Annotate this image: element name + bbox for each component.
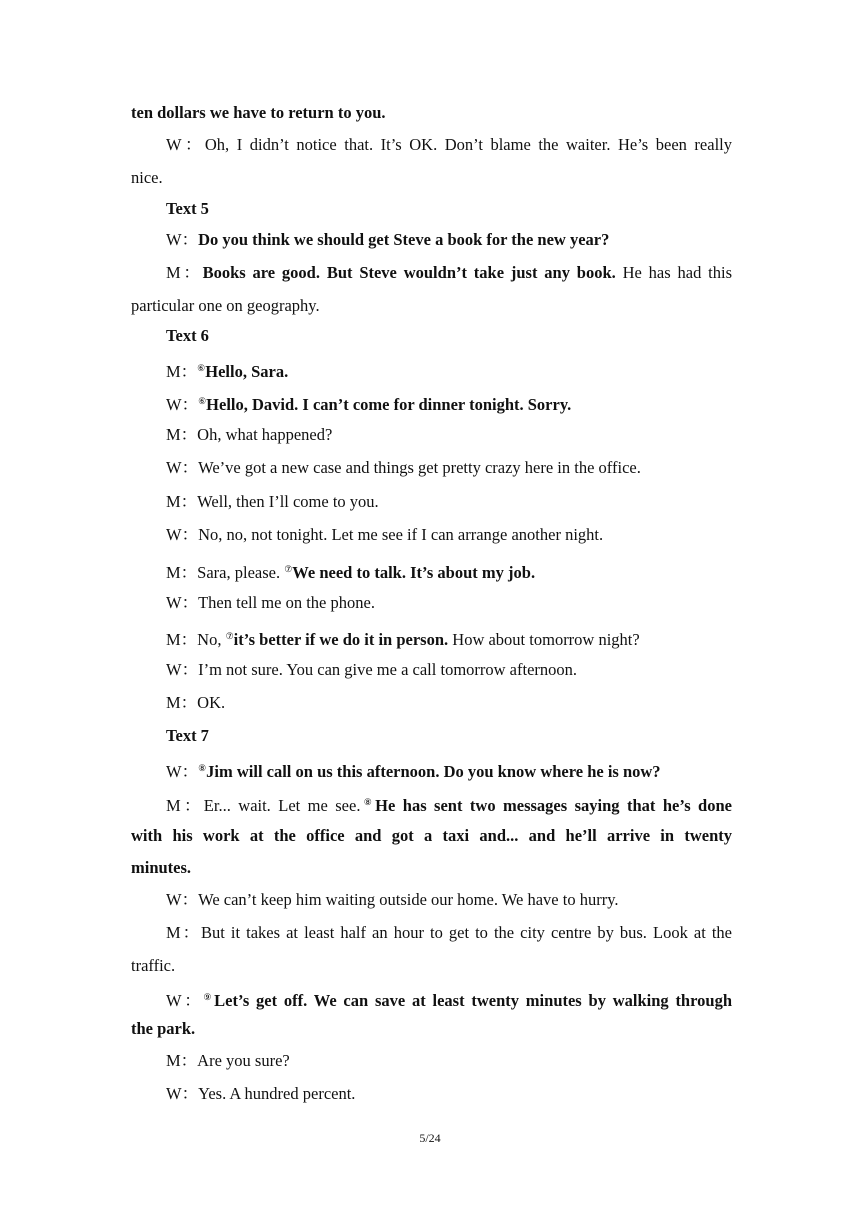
question-marker: ⑦ xyxy=(225,631,234,641)
text-line: minutes. xyxy=(131,858,192,877)
dialogue-line: M：Er... wait. Let me see.⑧He has sent two messages saying that he’s done xyxy=(166,796,732,815)
dialogue-line: M：No, ⑦it’s better if we do it in person. How about tomorrow night? xyxy=(166,630,640,649)
speaker-label: W： xyxy=(166,230,199,249)
speaker-label: M： xyxy=(166,362,198,381)
question-marker: ⑦ xyxy=(284,564,293,574)
dialogue-line: M：⑥Hello, Sara. xyxy=(166,362,289,381)
text-line: ten dollars we have to return to you. xyxy=(131,103,386,122)
dialogue-line: W：⑥Hello, David. I can’t come for dinner tonight. Sorry. xyxy=(166,395,572,414)
speaker-label: M： xyxy=(166,263,203,282)
speaker-label: W： xyxy=(166,762,199,781)
speaker-label: M： xyxy=(166,923,202,942)
section-heading: Text 7 xyxy=(166,726,209,745)
dialogue-line: M：Oh, what happened? xyxy=(166,425,333,444)
speaker-label: M： xyxy=(166,492,198,511)
dialogue-line: M：Are you sure? xyxy=(166,1051,290,1070)
dialogue-line: W：No, no, not tonight. Let me see if I can arrange another night. xyxy=(166,525,604,544)
speaker-label: M： xyxy=(166,630,198,649)
dialogue-line: W：Yes. A hundred percent. xyxy=(166,1084,356,1103)
speaker-label: M： xyxy=(166,1051,198,1070)
speaker-label: W： xyxy=(166,525,199,544)
dialogue-line: W：⑧Jim will call on us this afternoon. Do you know where he is now? xyxy=(166,762,661,781)
page-number: 5/24 xyxy=(419,1131,441,1145)
dialogue-line: W：Do you think we should get Steve a book for the new year? xyxy=(166,230,610,249)
dialogue-line: M：Sara, please. ⑦We need to talk. It’s about my job. xyxy=(166,563,536,582)
section-heading: Text 6 xyxy=(166,326,209,345)
speaker-label: M： xyxy=(166,563,198,582)
dialogue-line: M：OK. xyxy=(166,693,226,712)
speaker-label: W： xyxy=(166,395,199,414)
speaker-label: W： xyxy=(166,1084,199,1103)
dialogue-line: M：Well, then I’ll come to you. xyxy=(166,492,379,511)
question-marker: ⑨ xyxy=(203,992,215,1002)
dialogue-line: W：We’ve got a new case and things get pretty crazy here in the office. xyxy=(166,458,641,477)
dialogue-line: M：Books are good. But Steve wouldn’t take just any book. He has had this xyxy=(166,263,732,282)
question-marker: ⑥ xyxy=(197,363,206,373)
text-line: traffic. xyxy=(131,956,176,975)
speaker-label: W： xyxy=(166,135,205,154)
speaker-label: W： xyxy=(166,890,199,909)
speaker-label: W： xyxy=(166,660,199,679)
question-marker: ⑧ xyxy=(198,763,207,773)
text-line: the park. xyxy=(131,1019,196,1038)
dialogue-line: W：Oh, I didn’t notice that. It’s OK. Don’t blame the waiter. He’s been really xyxy=(166,135,732,154)
speaker-label: M： xyxy=(166,796,204,815)
section-heading: Text 5 xyxy=(166,199,209,218)
question-marker: ⑥ xyxy=(198,396,207,406)
text-line: with his work at the office and got a taxi and... and he’ll arrive in twenty xyxy=(131,826,732,845)
dialogue-line: M：But it takes at least half an hour to get to the city centre by bus. Look at the xyxy=(166,923,732,942)
dialogue-line: W：We can’t keep him waiting outside our home. We have to hurry. xyxy=(166,890,619,909)
speaker-label: W： xyxy=(166,593,199,612)
dialogue-line: W：⑨Let’s get off. We can save at least twenty minutes by walking through xyxy=(166,991,732,1010)
text-line: particular one on geography. xyxy=(131,296,320,315)
dialogue-line: W：I’m not sure. You can give me a call tomorrow afternoon. xyxy=(166,660,578,679)
text-line: nice. xyxy=(131,168,163,187)
question-marker: ⑧ xyxy=(360,797,376,807)
speaker-label: M： xyxy=(166,425,198,444)
dialogue-line: W：Then tell me on the phone. xyxy=(166,593,375,612)
speaker-label: M： xyxy=(166,693,198,712)
speaker-label: W： xyxy=(166,991,204,1010)
speaker-label: W： xyxy=(166,458,199,477)
